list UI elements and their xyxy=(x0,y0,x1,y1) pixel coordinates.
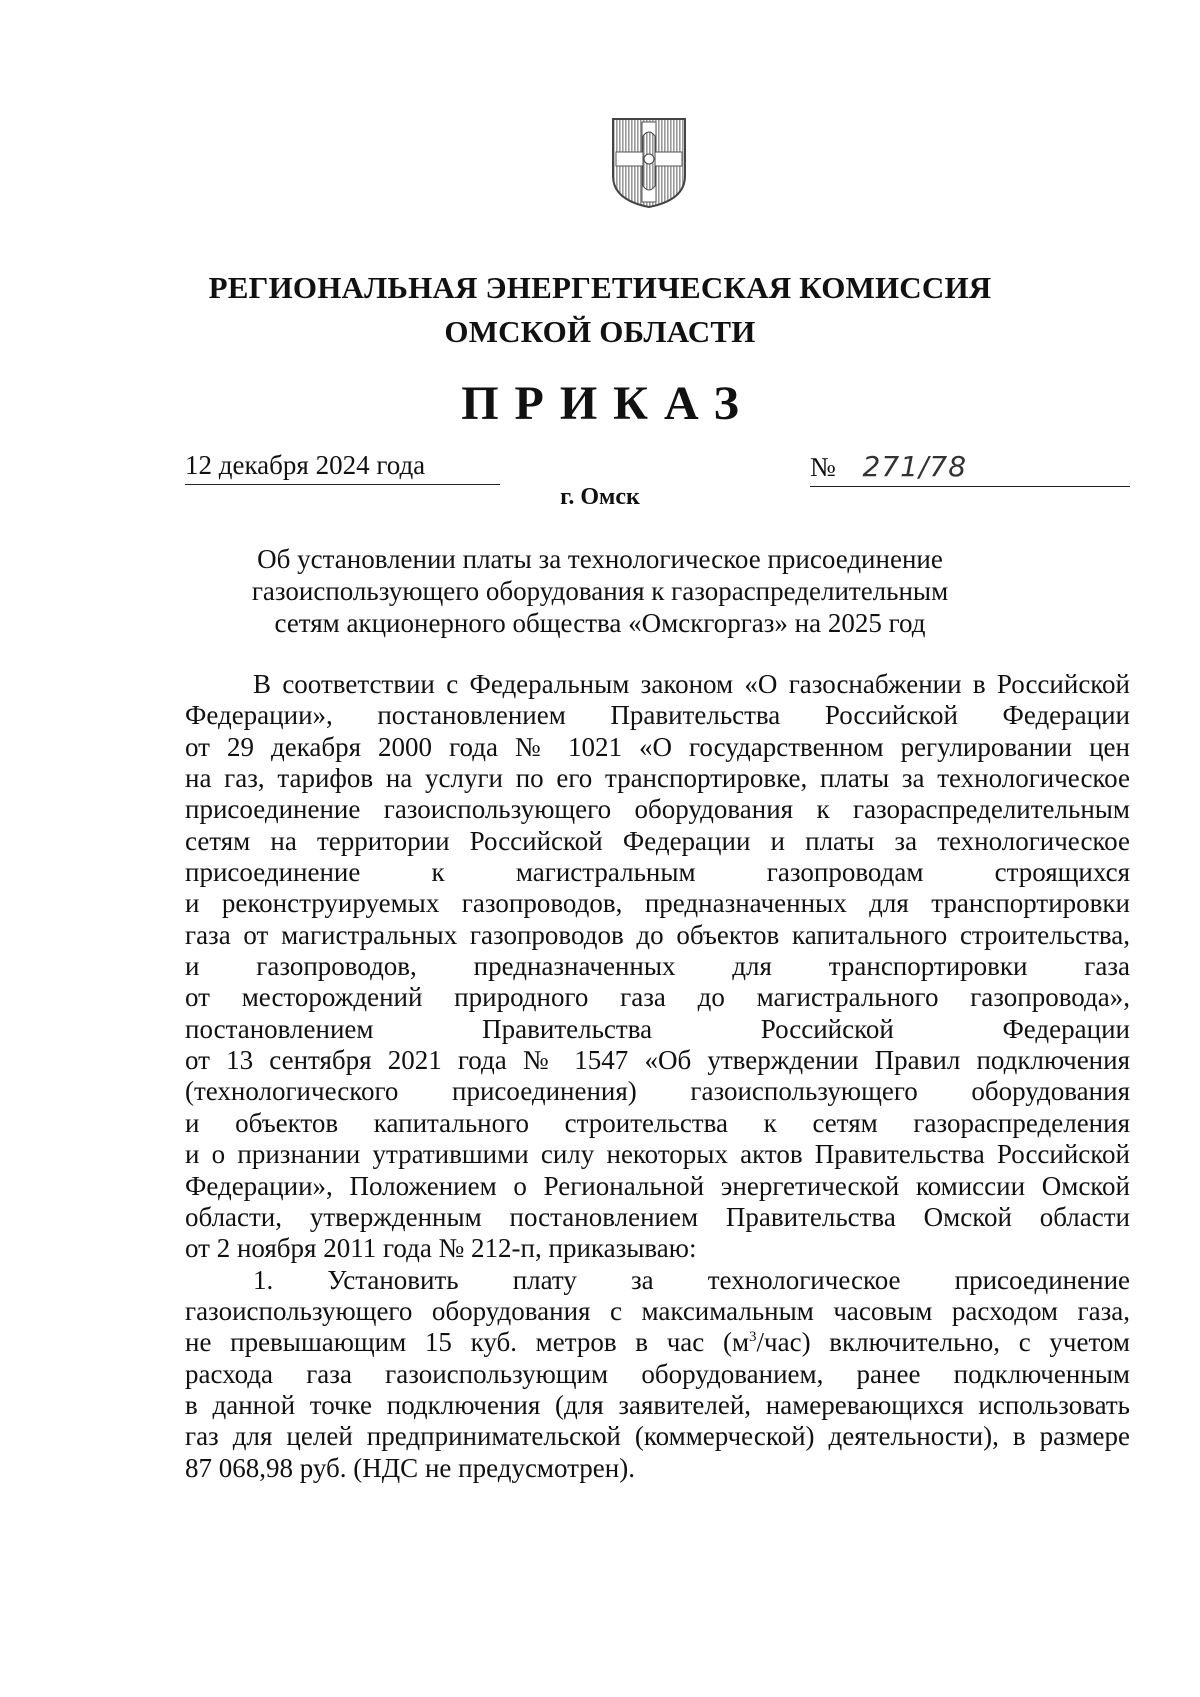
document-date: 12 декабря 2024 года xyxy=(185,450,500,485)
body-line: присоединение газоиспользующего оборудования к газораспределительным xyxy=(185,794,1130,825)
item-1-line: в данной точке подключения (для заявителей, намеревающихся использовать xyxy=(185,1389,1130,1420)
document-number-field xyxy=(810,450,1130,487)
body-line: (технологического присоединения) газоиспользующего оборудования xyxy=(185,1076,1130,1107)
body-line: от 29 декабря 2000 года № 1021 «О государственном регулировании цен xyxy=(185,731,1130,762)
organization-name-line-2: ОМСКОЙ ОБЛАСТИ xyxy=(444,314,756,349)
body-line: и реконструируемых газопроводов, предназначенных для транспортировки xyxy=(185,888,1130,919)
body-line: В соответствии с Федеральным законом «О газоснабжении в Российской xyxy=(253,669,1130,699)
item-1-line xyxy=(185,1327,1130,1358)
subject-line: газоиспользующего оборудования к газораспределительным xyxy=(251,576,949,606)
subject-line: Об установлении платы за технологическое присоединение xyxy=(257,544,943,574)
item-1-line: 1. Установить плату за технологическое присоединение xyxy=(253,1264,1130,1295)
body-line: постановлением Правительства Российской Федерации xyxy=(185,1013,1130,1044)
body-line: области, утвержденным постановлением Правительства Омской области xyxy=(185,1201,1130,1232)
body-line: от месторождений природного газа до магистрального газопровода», xyxy=(185,982,1130,1013)
document-number-handwritten: 271/78 xyxy=(862,450,968,483)
document-type-title: ПРИКАЗ xyxy=(461,377,755,430)
coat-of-arms-icon xyxy=(610,116,688,210)
document-subject xyxy=(240,543,960,639)
superscript-3: 3 xyxy=(749,1329,757,1346)
body-line: и о признании утратившими силу некоторых актов Правительства Российской xyxy=(185,1139,1130,1170)
item-1-line: газ для целей предпринимательской (коммерческой) деятельности), в размере xyxy=(185,1421,1130,1452)
item-1-line: газоиспользующего оборудования с максимальным часовым расходом газа, xyxy=(185,1295,1130,1326)
body-line: сетям на территории Российской Федерации и платы за технологическое xyxy=(185,825,1130,856)
item-1-line: 87 068,98 руб. (НДС не предусмотрен). xyxy=(185,1452,635,1483)
body-line: присоединение к магистральным газопроводам строящихся xyxy=(185,857,1130,888)
item-1-line: расхода газа газоиспользующим оборудованием, ранее подключенным xyxy=(185,1358,1130,1389)
body-line: на газ, тарифов на услуги по его транспортировке, платы за технологическое xyxy=(185,763,1130,794)
body-line: и газопроводов, предназначенных для транспортировки газа xyxy=(185,951,1130,982)
number-sign: № xyxy=(810,452,836,482)
body-line: и объектов капитального строительства к сетям газораспределения xyxy=(185,1107,1130,1138)
document-body xyxy=(185,669,1130,1484)
document-city: г. Омск xyxy=(560,484,640,510)
body-line: от 13 сентября 2021 года № 1547 «Об утверждении Правил подключения xyxy=(185,1045,1130,1076)
item-1-text: не превышающим 15 куб. метров в час (м xyxy=(185,1327,750,1358)
subject-line: сетям акционерного общества «Омскгоргаз» на 2025 год xyxy=(274,608,926,638)
body-line: газа от магистральных газопроводов до объектов капитального строительства, xyxy=(185,919,1130,950)
item-1-text: /час) включительно, с учетом xyxy=(756,1327,1130,1358)
body-line: Федерации», постановлением Правительства Российской Федерации xyxy=(185,700,1130,731)
body-line: Федерации», Положением о Региональной энергетической комиссии Омской xyxy=(185,1170,1130,1201)
body-line: от 2 ноября 2011 года № 212-п, приказываю: xyxy=(185,1233,697,1264)
organization-name-line-1: РЕГИОНАЛЬНАЯ ЭНЕРГЕТИЧЕСКАЯ КОМИССИЯ xyxy=(208,270,992,305)
